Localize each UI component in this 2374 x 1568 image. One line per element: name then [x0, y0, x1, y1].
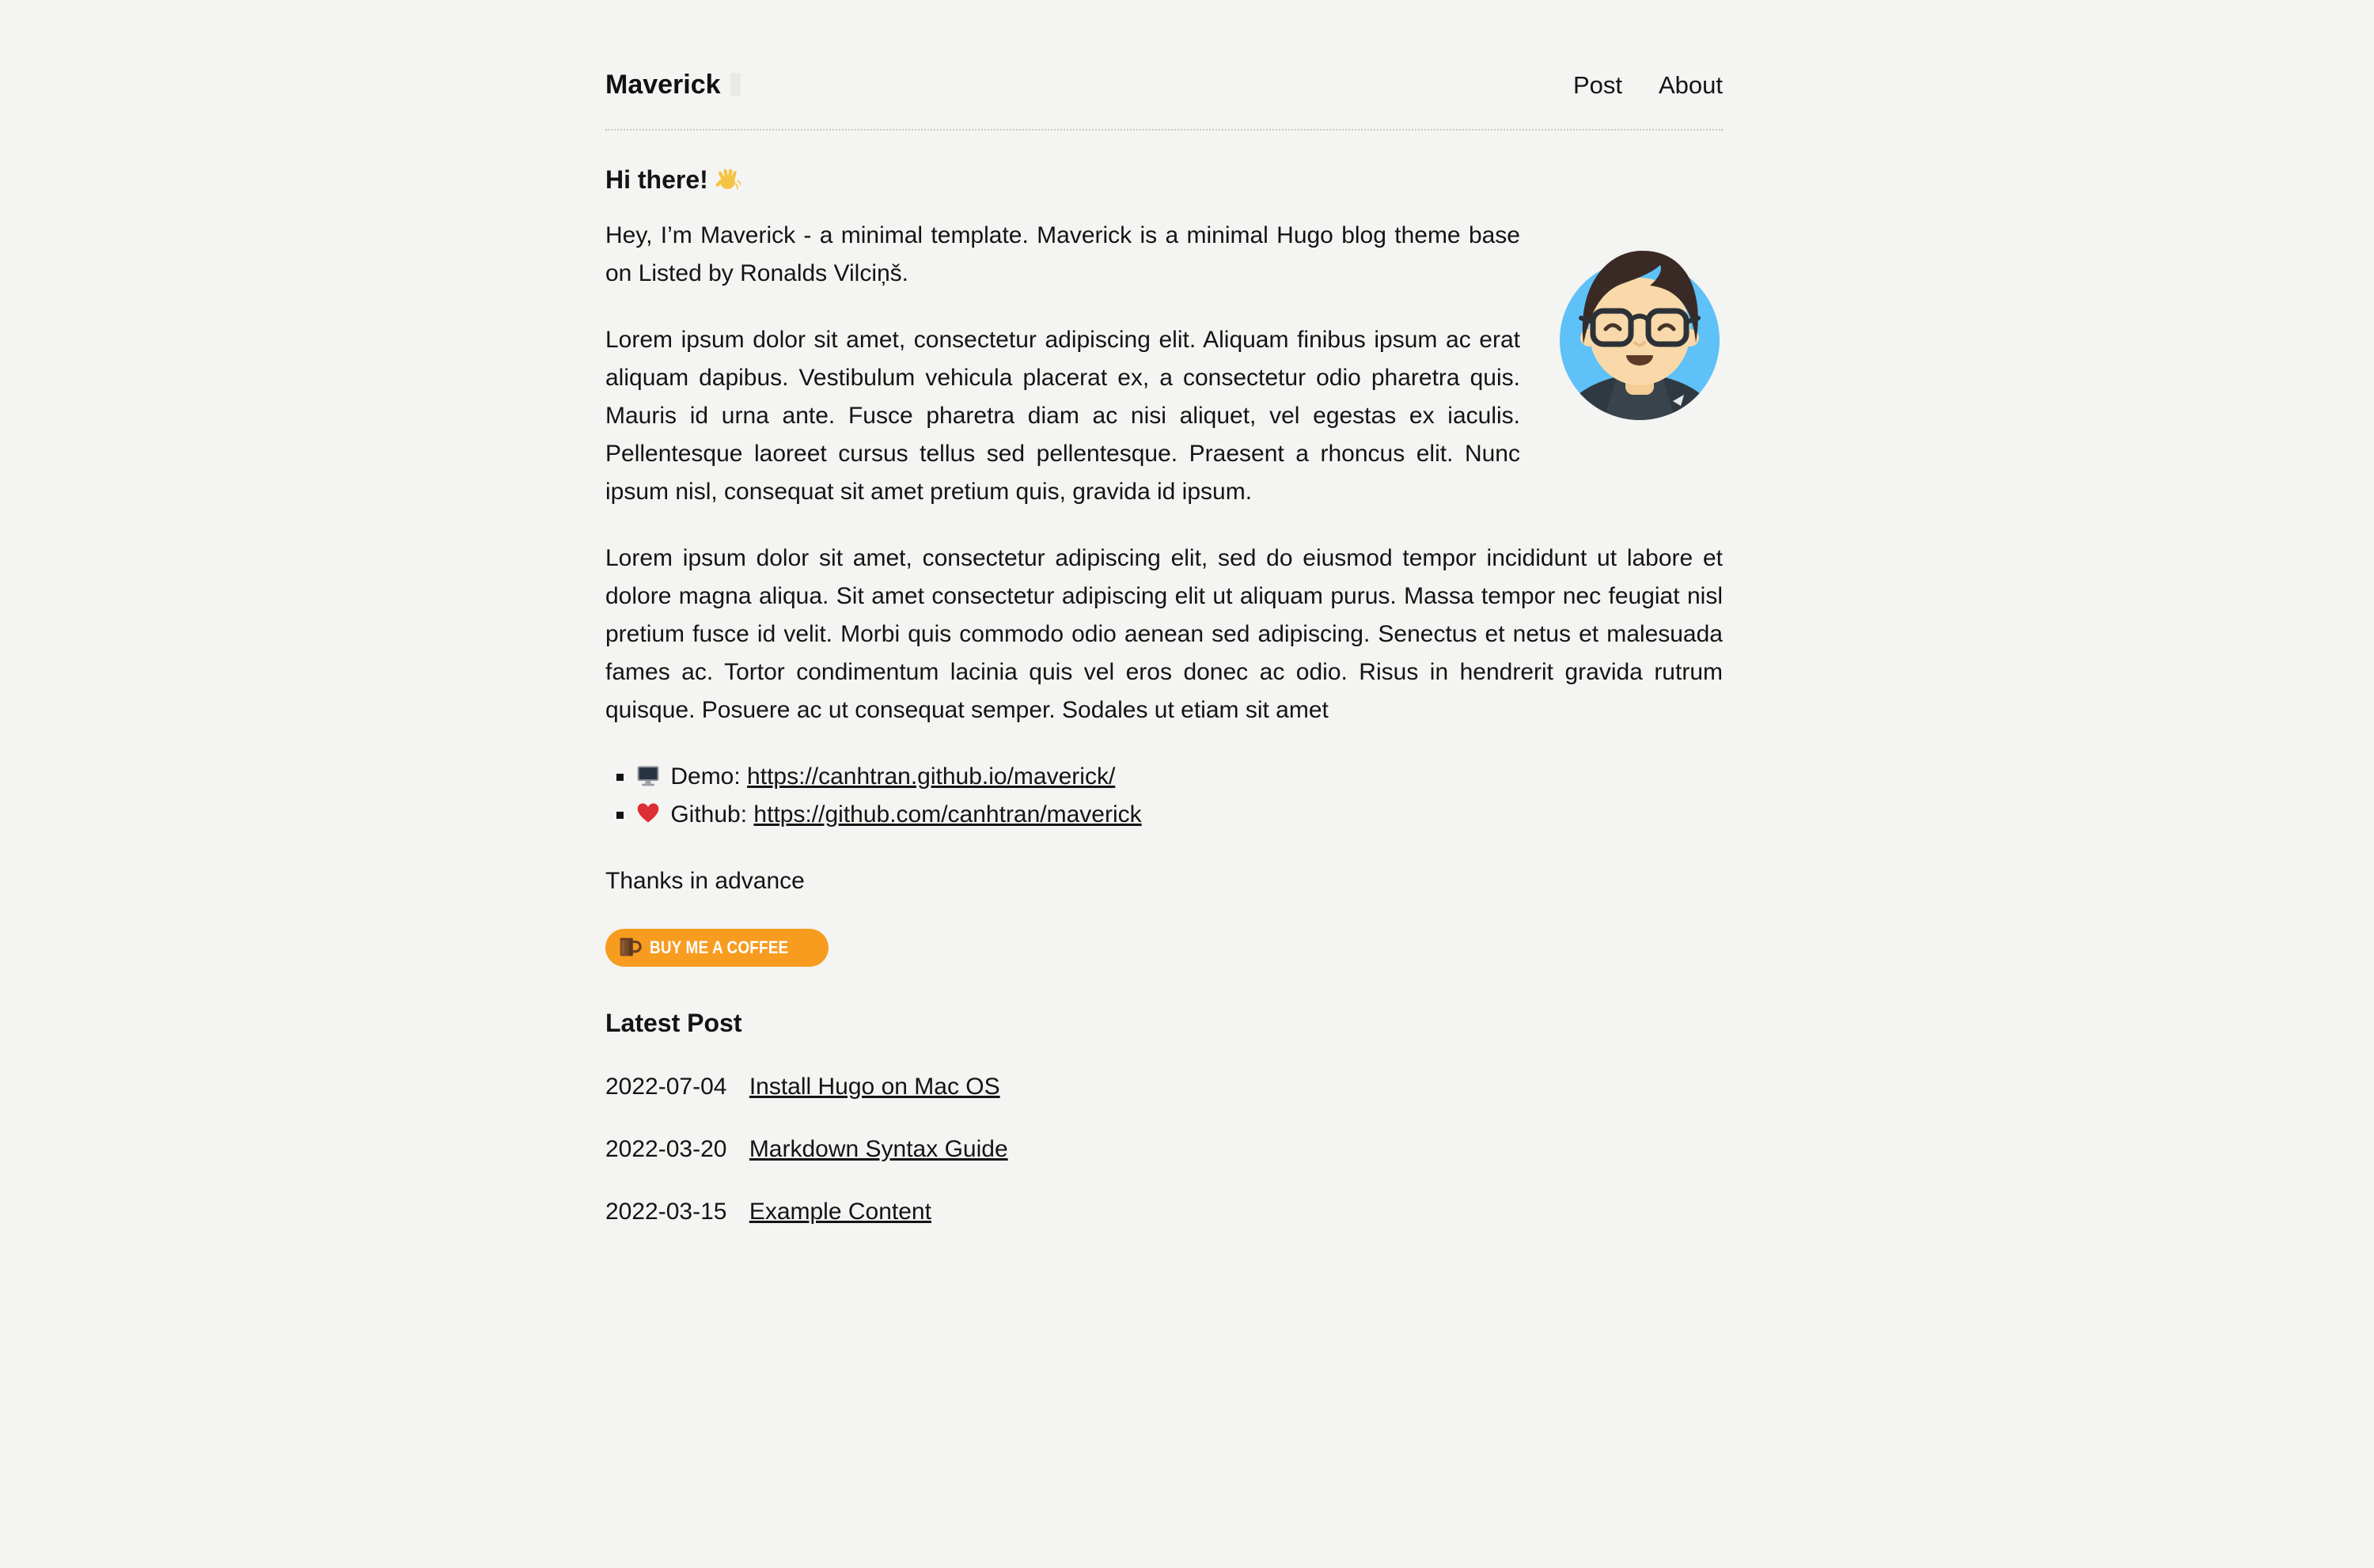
intro-heading-text: Hi there! — [605, 165, 708, 194]
list-item — [635, 758, 1723, 796]
post-date: 2022-03-20 — [605, 1136, 727, 1162]
project-links-list — [605, 758, 1723, 834]
page-container — [605, 0, 1723, 1231]
wave-emoji-icon — [715, 167, 741, 192]
avatar-illustration — [1557, 240, 1723, 422]
site-title-wrap — [605, 70, 741, 100]
post-date: 2022-07-04 — [605, 1074, 727, 1100]
buy-me-a-coffee-button[interactable] — [605, 929, 829, 967]
post-date: 2022-03-15 — [605, 1199, 727, 1225]
post-link[interactable]: Example Content — [749, 1199, 931, 1225]
post-link[interactable]: Markdown Syntax Guide — [749, 1136, 1008, 1162]
github-link[interactable]: https://github.com/canhtran/maverick — [753, 801, 1142, 828]
intro-paragraph-2: Lorem ipsum dolor sit amet, consectetur adipiscing elit. Aliquam finibus ipsum ac erat aliquam dapibus. Vestibulum vehicula placerat ex, a consectetur odio pharetra quis. Mauris id urna ante. Fusce pharetra diam ac nisi aliquet, vel egestas ex iaculis. Pellentesque laoreet cursus tellus sed pellentesque. Praesent a rhoncus elit. Nunc ipsum nisl, consequat sit amet pretium quis, gravida id ipsum. — [605, 327, 1520, 505]
site-header — [605, 0, 1723, 131]
intro-paragraph-3: Lorem ipsum dolor sit amet, consectetur adipiscing elit, sed do eiusmod tempor incididunt ut labore et dolore magna aliqua. Sit amet consectetur adipiscing elit ut aliquam purus. Massa tempor nec feugiat nisl pretium fusce id velit. Morbi quis commodo odio aenean sed adipiscing. Senectus et netus et malesuada fames ac. Tortor condimentum lacinia quis vel eros donec ac odio. Risus in hendrerit gravida rutrum quisque. Posuere ac ut consequat semper. Sodales ut etiam sit amet — [605, 545, 1723, 723]
coffee-mug-icon — [616, 934, 643, 961]
red-heart-icon — [635, 801, 661, 826]
post-row — [605, 1193, 1723, 1231]
list-item-label: Demo: — [670, 763, 741, 790]
main-nav — [1573, 71, 1723, 100]
latest-posts-list — [605, 1068, 1723, 1231]
post-link[interactable]: Install Hugo on Mac OS — [749, 1074, 1000, 1100]
thanks-text: Thanks in advance — [605, 868, 805, 894]
demo-link[interactable]: https://canhtran.github.io/maverick/ — [747, 763, 1116, 790]
list-item — [635, 796, 1723, 834]
post-row — [605, 1131, 1723, 1168]
nav-item-about[interactable]: About — [1658, 71, 1723, 99]
latest-post-heading: Latest Post — [605, 1009, 742, 1037]
site-title-link[interactable]: Maverick — [605, 70, 721, 100]
avatar — [1557, 240, 1723, 422]
list-item-label: Github: — [670, 801, 748, 828]
intro-heading — [605, 165, 1723, 195]
bmc-row — [605, 929, 1723, 968]
post-row — [605, 1068, 1723, 1106]
bmc-button-label: BUY ME A COFFEE — [650, 937, 789, 957]
desktop-computer-icon — [635, 763, 661, 788]
cursor-block — [730, 73, 741, 97]
nav-item-post[interactable]: Post — [1572, 71, 1622, 99]
intro-paragraph-1: Hey, I’m Maverick - a minimal template. Maverick is a minimal Hugo blog theme base on Listed by Ronalds Vilciņš. — [605, 222, 1520, 286]
main-content — [605, 165, 1723, 1231]
